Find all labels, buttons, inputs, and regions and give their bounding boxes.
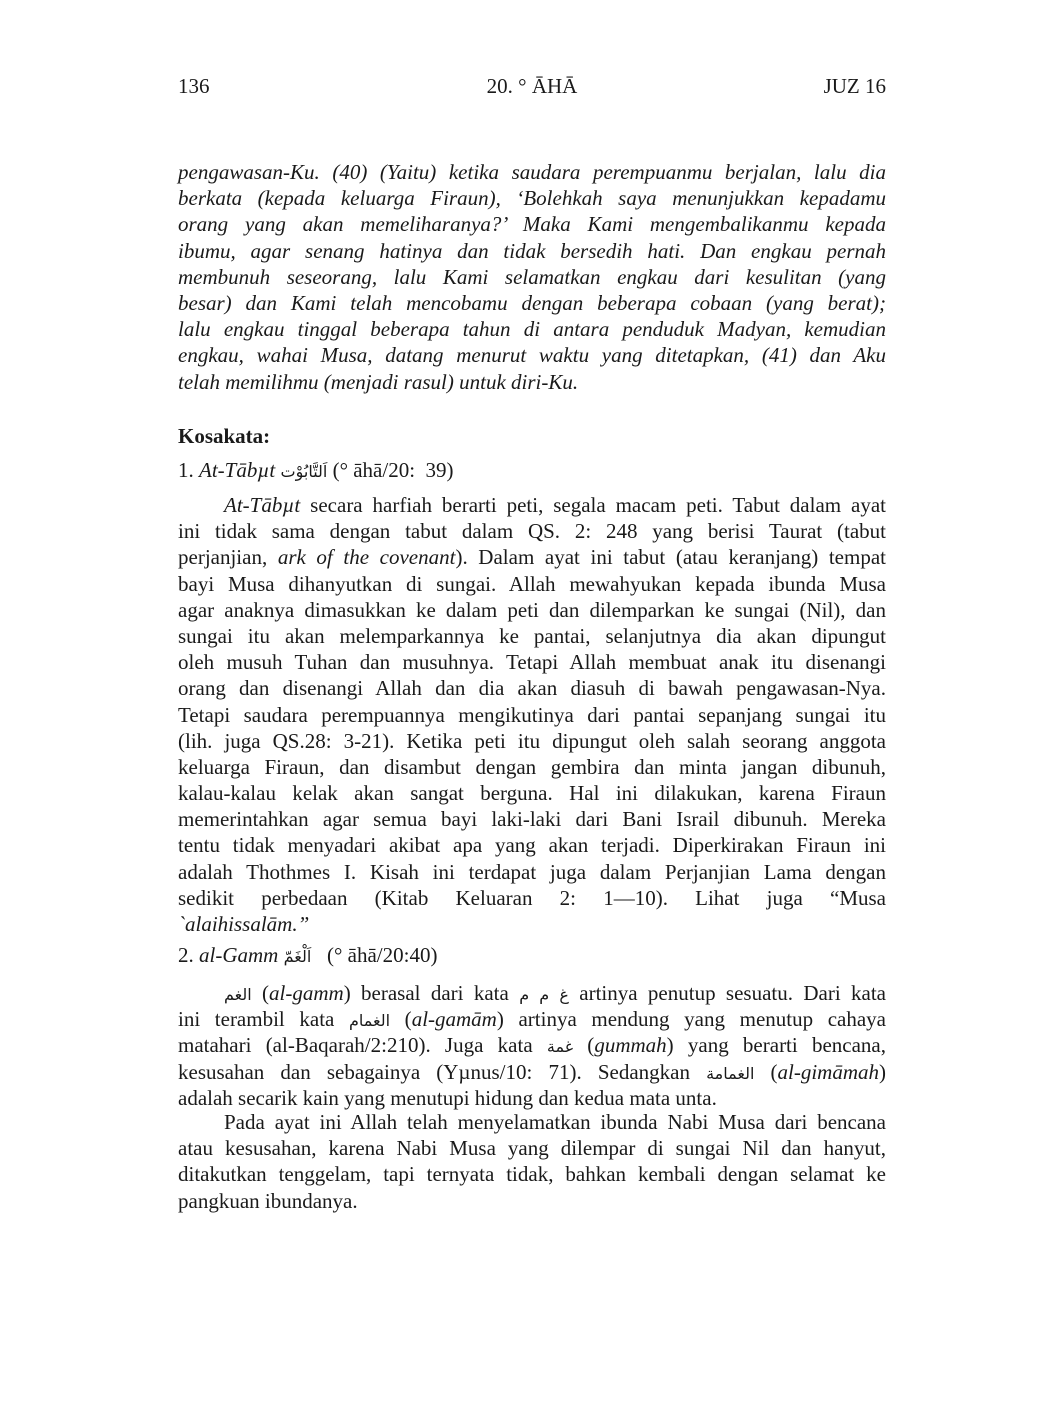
text-segment: artinya penutup sesuatu. Dari kata (568, 981, 886, 1005)
kosakata-heading: Kosakata: (178, 424, 271, 448)
text-segment: besar) dan Kami telah mencobamu dengan beberapa cobaan (yang berat); (178, 290, 886, 315)
arabic-term: غ م م (519, 985, 569, 1004)
text-line (178, 1032, 886, 1058)
text-segment: orang yang akan memeliharanya?’ Maka Kami mengembalikanmu kepada (178, 212, 886, 237)
text-segment: oleh musuh Tuhan dan musuhnya. Tetapi Allah membuat anak itu disenangi (178, 650, 886, 675)
text-line (178, 1161, 886, 1187)
text-segment: pengawasan-Ku. (40) (Yaitu) ketika saudara perempuanmu berjalan, lalu dia (178, 160, 886, 184)
vocab-item-1-heading (178, 457, 886, 483)
italic-term: al-gimāmah (777, 1059, 879, 1084)
text-line (178, 544, 886, 570)
text-line (178, 780, 886, 806)
italic-term: `alaihissalām.” (178, 912, 310, 936)
term-heading-line (178, 457, 886, 483)
text-segment: orang dan disenangi Allah dan dia akan diasuh di bawah pengawasan-Nya. (178, 676, 886, 701)
italic-term: al-gamm (269, 981, 344, 1005)
text-segment: sungai itu akan melemparkannya ke pantai, selanjutnya dia akan dipungut (178, 623, 886, 648)
arabic-term: اَلتَّابُوْت (280, 462, 328, 481)
text-segment: secara harfiah berarti peti, segala macam peti. Tabut dalam ayat (300, 493, 886, 517)
text-line (178, 911, 886, 937)
text-line (178, 1059, 886, 1085)
text-segment: 1. (178, 458, 199, 482)
text-segment: kalau-kalau kelak akan sangat berguna. Hal ini dilakukan, karena Firaun (178, 781, 886, 806)
text-segment: Tetapi saudara perempuannya mengikutinya dari pantai sepanjang sungai itu (178, 702, 886, 727)
text-segment: engkau, wahai Musa, datang menurut waktu yang ditetapkan, (41) dan Aku (178, 343, 886, 368)
italic-term: At-Tābµt (199, 458, 276, 482)
text-line (178, 492, 886, 518)
italic-term: al-Gamm (199, 943, 279, 967)
text-line (178, 342, 886, 368)
text-line (178, 702, 886, 728)
text-segment: (° āhā/20:40) (311, 943, 438, 967)
text-line (178, 806, 886, 832)
arabic-term: الغمامة (706, 1063, 755, 1083)
juz-label: JUZ 16 (823, 74, 886, 98)
text-segment: ibumu, agar senang hatinya dan tidak bersedih hati. Dan engkau pernah (178, 238, 886, 263)
text-segment: adalah secarik kain yang menutupi hidung dan kedua mata unta. (178, 1085, 717, 1110)
text-line (178, 159, 886, 185)
text-line (178, 264, 886, 290)
text-segment: telah memilihmu (menjadi rasul) untuk diri-Ku. (178, 369, 579, 394)
text-segment: ) artinya mendung yang menutup cahaya (496, 1007, 887, 1032)
text-line (178, 623, 886, 649)
text-segment: matahari (al-Baqarah/2:210). Juga kata (178, 1033, 547, 1058)
text-segment: adalah Thothmes I. Kisah ini terdapat juga dalam Perjanjian Lama dengan (178, 859, 886, 884)
arabic-term: اَلْغَمّ (283, 947, 312, 966)
text-line (178, 211, 886, 237)
text-line (178, 980, 886, 1006)
term-heading-line (178, 942, 886, 968)
text-line (178, 1188, 886, 1214)
text-line (178, 290, 886, 316)
text-segment: lalu engkau tinggal beberapa tahun di antara penduduk Madyan, kemudian (178, 317, 886, 342)
vocab-item-2-paragraph (178, 980, 886, 1111)
text-segment: perjanjian, (178, 545, 278, 570)
text-line (178, 832, 886, 858)
italic-term: ark of the covenant (277, 545, 456, 570)
text-segment: kesusahan dan sebagainya (Yµnus/10: 71). Sedangkan (178, 1059, 707, 1084)
text-line (178, 597, 886, 623)
text-segment: Pada ayat ini Allah telah menyelamatkan ibunda Nabi Musa dari bencana (224, 1110, 886, 1134)
text-line (178, 571, 886, 597)
italic-term: al-gamām (411, 1007, 497, 1032)
text-segment: ( (573, 1033, 595, 1058)
text-line (178, 1135, 886, 1161)
text-line (178, 238, 886, 264)
text-segment: ( (754, 1059, 778, 1084)
text-line (178, 1085, 886, 1111)
italic-term: gummah (594, 1033, 667, 1058)
text-line (178, 316, 886, 342)
text-line (178, 185, 886, 211)
arabic-term: الغمام (348, 1011, 391, 1031)
vocab-item-2-paragraph-2 (178, 1109, 886, 1214)
text-segment: ) berasal dari kata (343, 981, 520, 1005)
text-line (178, 1006, 886, 1032)
text-line (178, 1109, 886, 1135)
text-segment: bayi Musa dihanyutkan di sungai. Allah mewahyukan kepada ibunda Musa (178, 571, 886, 596)
text-segment: ditakutkan tenggelam, tapi ternyata tidak, bahkan kembali dengan selamat ke (178, 1162, 886, 1187)
text-segment: pangkuan ibundanya. (178, 1188, 358, 1213)
text-segment: (lih. juga QS.28: 3-21). Ketika peti itu dipungut oleh salah seorang anggota (178, 728, 886, 753)
text-line (178, 859, 886, 885)
text-segment: ( (251, 981, 270, 1005)
text-line (178, 885, 886, 911)
text-segment: ini terambil kata (178, 1007, 349, 1032)
text-segment: membunuh seseorang, lalu Kami selamatkan engkau dari kesulitan (yang (178, 264, 886, 289)
page-header (178, 73, 886, 99)
text-line (178, 728, 886, 754)
text-segment: ini tidak sama dengan tabut dalam QS. 2: 248 yang berisi Taurat (tabut (178, 519, 886, 544)
text-segment: ) yang berarti bencana, (666, 1033, 886, 1058)
text-line (178, 518, 886, 544)
italic-term: At-Tābµt (224, 493, 301, 517)
text-segment: ( (390, 1007, 412, 1032)
text-segment: sedikit perbedaan (Kitab Keluaran 2: 1—10). Lihat juga “Musa (178, 885, 886, 910)
text-segment: 2. (178, 943, 199, 967)
running-title: 20. ° ĀHĀ (486, 74, 578, 98)
vocab-item-2-heading (178, 942, 886, 968)
text-segment: memerintahkan agar semua bayi laki-laki dari Bani Israil dibunuh. Mereka (178, 807, 886, 832)
text-segment: berkata (kepada keluarga Firaun), ‘Bolehkah saya menunjukkan kepadamu (178, 186, 886, 211)
translation-paragraph (178, 159, 886, 395)
text-segment: ) (879, 1059, 886, 1084)
text-segment: ). Dalam ayat ini tabut (atau keranjang) tempat (455, 545, 886, 570)
arabic-term: غمة (546, 1037, 574, 1057)
text-segment: keluarga Firaun, dan disambut dengan gembira dan minta jangan dibunuh, (178, 754, 886, 779)
text-segment: agar anaknya dimasukkan ke dalam peti dan dilemparkan ke sungai (Nil), dan (178, 597, 886, 622)
vocab-item-1-paragraph (178, 492, 886, 937)
text-line (178, 369, 886, 395)
arabic-term: الغم (224, 985, 252, 1004)
text-segment: (° āhā/20: 39) (327, 458, 454, 482)
page-number: 136 (178, 74, 210, 98)
text-line (178, 675, 886, 701)
text-line (178, 754, 886, 780)
text-segment: atau kesusahan, karena Nabi Musa yang dilempar di sungai Nil dan hanyut, (178, 1136, 886, 1161)
text-line (178, 649, 886, 675)
text-segment: tentu tidak menyadari akibat apa yang akan terjadi. Diperkirakan Firaun ini (178, 833, 886, 858)
